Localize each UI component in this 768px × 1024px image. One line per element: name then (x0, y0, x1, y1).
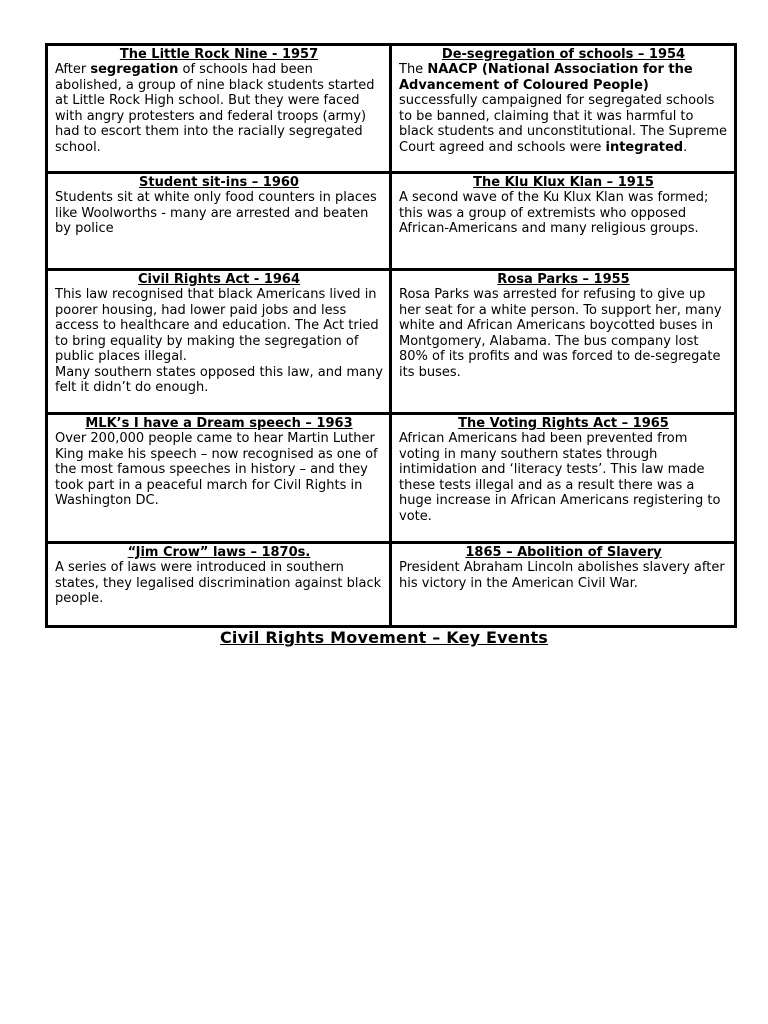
text-run: After (55, 62, 91, 77)
event-cell-abolition-of-slavery (392, 544, 734, 625)
event-title: MLK’s I have a Dream speech – 1963 (85, 416, 353, 431)
text-run: Rosa Parks was arrested for refusing to give up her seat for a white person. To support her, many white and African Americans boycotted buses in Montgomery, Alabama. The bus company lost 80% of its profits and was forced to de-segregate its buses. (399, 287, 722, 380)
event-description (399, 62, 728, 155)
event-cell-mlk-dream-speech (48, 415, 392, 544)
text-run: President Abraham Lincoln abolishes slavery after his victory in the American Civil War. (399, 560, 725, 591)
event-description (55, 431, 383, 509)
event-title: “Jim Crow” laws – 1870s. (127, 545, 311, 560)
text-run: of schools had been abolished, a group of nine black students started at Little Rock High school. But they were faced with angry protesters and federal troops (army) had to escort them into the racially segregated school. (55, 62, 375, 155)
event-cell-little-rock-nine (48, 46, 392, 174)
event-cell-civil-rights-act (48, 271, 392, 415)
event-title: Civil Rights Act - 1964 (137, 272, 301, 287)
event-title: The Klu Klux Klan – 1915 (473, 175, 654, 190)
event-cell-ku-klux-klan (392, 174, 734, 271)
event-cell-jim-crow-laws (48, 544, 392, 625)
event-cell-voting-rights-act (392, 415, 734, 544)
event-description (55, 62, 383, 155)
event-title: Student sit-ins – 1960 (139, 175, 299, 190)
event-title: De-segregation of schools – 1954 (441, 47, 686, 62)
text-run: The (399, 62, 428, 77)
text-run: A second wave of the Ku Klux Klan was formed; this was a group of extremists who opposed African-Americans and many religious groups. (399, 190, 709, 236)
event-description (399, 560, 728, 591)
text-run: This law recognised that black Americans lived in poorer housing, had lower paid jobs and less access to healthcare and education. The Act tried to bring equality by making the segregation of public places illegal. (55, 287, 379, 364)
event-description (55, 190, 383, 237)
bold-text-run: segregation (90, 62, 179, 77)
text-run: Students sit at white only food counters in places like Woolworths - many are arrested and beaten by police (55, 190, 377, 236)
event-cell-student-sit-ins (48, 174, 392, 271)
text-run: African Americans had been prevented from voting in many southern states through intimidation and ‘literacy tests’. This law made these tests illegal and as a result there was a huge increase in African Americans registering to vote. (399, 431, 721, 524)
text-run: . (683, 139, 688, 155)
event-cell-rosa-parks (392, 271, 734, 415)
event-description (399, 287, 728, 380)
bold-text-run: integrated (605, 139, 684, 155)
event-title: The Little Rock Nine - 1957 (119, 47, 319, 62)
page-title: Civil Rights Movement – Key Events (219, 628, 549, 647)
event-description (399, 431, 728, 524)
text-run: Many southern states opposed this law, and many felt it didn’t do enough. (55, 364, 383, 395)
text-run: A series of laws were introduced in southern states, they legalised discrimination against black people. (55, 560, 382, 606)
text-run: Over 200,000 people came to hear Martin Luther King make his speech – now recognised as one of the most famous speeches in history – and they took part in a peaceful march for Civil Rights in Washington DC. (55, 431, 378, 508)
event-cell-desegregation-of-schools (392, 46, 734, 174)
text-run: successfully campaigned for segregated schools to be banned, claiming that it was harmful to black students and unconstitutional. The Supreme Court agreed and schools were (399, 93, 727, 155)
event-description (55, 560, 383, 607)
key-events-table (45, 43, 737, 628)
bold-text-run: NAACP (National Association for the Advancement of Coloured People) (399, 62, 693, 93)
event-title: 1865 – Abolition of Slavery (465, 545, 662, 560)
event-title: The Voting Rights Act – 1965 (458, 416, 669, 431)
event-title: Rosa Parks – 1955 (497, 272, 630, 287)
event-description (399, 190, 728, 237)
event-description (55, 287, 383, 396)
